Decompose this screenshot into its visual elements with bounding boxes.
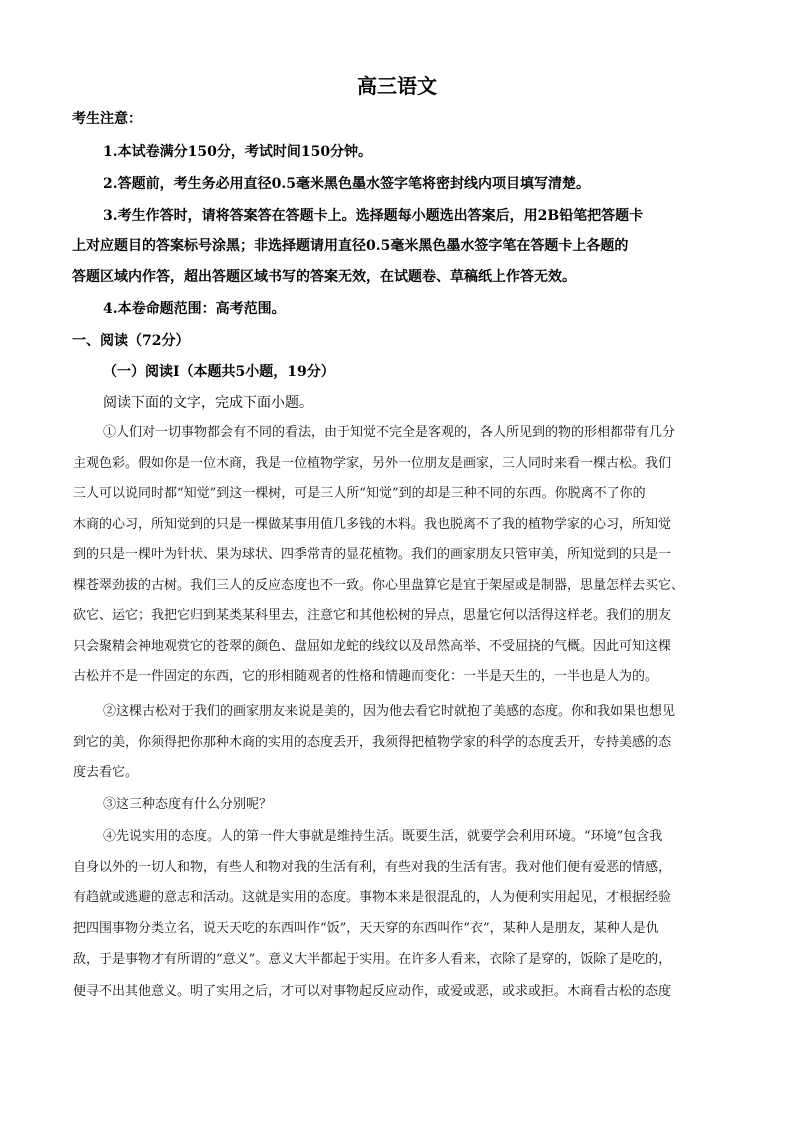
passage-line: 古松并不是一件固定的东西，它的形相随观者的性格和情趣而变化：一半是天生的，一半也是人为的。	[73, 669, 659, 684]
passage-line: 到的只是一棵叶为针状、果为球状、四季常青的显花植物。我们的画家朋友只管审美，所知觉到的只是一	[73, 547, 672, 562]
notice-item-2: 2.答题前，考生务必用直径0.5毫米黑色墨水签字笔将密封线内项目填写清楚。	[103, 176, 590, 192]
passage-line: ②这棵古松对于我们的画家朋友来说是美的，因为他去看它时就抱了美感的态度。你和我如果也想见	[103, 704, 676, 719]
passage-line: 把四围事物分类立名，说天天吃的东西叫作“饭”，天天穿的东西叫作“衣”，某种人是朋友，某种人是仇	[73, 921, 659, 936]
passage-line: 砍它、运它；我把它归到某类某科里去，注意它和其他松树的异点，思量它何以活得这样老。我们的朋友	[73, 608, 672, 623]
passage-line: 棵苍翠劲拔的古树。我们三人的反应态度也不一致。你心里盘算它是宜于架屋或是制器，思量怎样去买它、	[73, 578, 685, 593]
notice-item-3-line-2: 上对应题目的答案标号涂黑；非选择题请用直径0.5毫米黑色墨水签字笔在答题卡上各题的	[72, 238, 629, 254]
passage-line: 三人可以说同时都“知觉”到这一棵树，可是三人所“知觉”到的却是三种不同的东西。你脱离不了你的	[73, 486, 646, 501]
notice-item-3-line-3: 答题区域内作答，超出答题区域书写的答案无效，在试题卷、草稿纸上作答无效。	[72, 269, 576, 285]
passage-line: 度去看它。	[73, 765, 139, 780]
notice-item-4: 4.本卷命题范围：高考范围。	[103, 301, 286, 317]
passage-line: 主观色彩。假如你是一位木商，我是一位植物学家，另外一位朋友是画家，三人同时来看一棵古松。我们	[73, 456, 672, 471]
notice-heading: 考生注意：	[72, 111, 142, 127]
notice-item-1: 1.本试卷满分150分，考试时间150分钟。	[103, 144, 373, 160]
notice-item-3-line-1: 3.考生作答时，请将答案答在答题卡上。选择题每小题选出答案后，用2B铅笔把答题卡	[103, 208, 644, 224]
reading-instruction: 阅读下面的文字，完成下面小题。	[103, 395, 313, 411]
passage-line: 只会聚精会神地观赏它的苍翠的颜色、盘屈如龙蛇的线纹以及昂然高举、不受屈挠的气概。因此可知这棵	[73, 639, 672, 654]
subsection-heading: （一）阅读Ⅰ（本题共5小题，19分）	[103, 364, 335, 380]
passage-line: 便寻不出其他意义。明了实用之后，才可以对事物起反应动作，或爱或恶，或求或拒。木商看古松的态度	[73, 984, 672, 999]
passage-line: 木商的心习，所知觉到的只是一棵做某事用值几多钱的木料。我也脱离不了我的植物学家的心习，所知觉	[73, 517, 672, 532]
passage-line: 自身以外的一切人和物，有些人和物对我的生活有利，有些对我的生活有害。我对他们便有爱恶的情感，	[73, 860, 672, 875]
section-heading: 一、阅读（72分）	[72, 333, 190, 349]
passage-line: ①人们对一切事物都会有不同的看法，由于知觉不完全是客观的，各人所见到的物的形相都带有几分	[103, 425, 676, 440]
passage-line: ④先说实用的态度。人的第一件大事就是维持生活。既要生活，就要学会利用环境。“环境”包含我	[103, 829, 663, 844]
page-title: 高三语文	[357, 74, 437, 98]
passage-line: 有趋就或逃避的意志和活动。这就是实用的态度。事物本来是很混乱的，人为便利实用起见，才根据经验	[73, 890, 672, 905]
passage-line: 敌，于是事物才有所谓的“意义”。意义大半都起于实用。在许多人看来，衣除了是穿的，饭除了是吃的，	[73, 952, 672, 967]
passage-line: ③这三种态度有什么分别呢？	[103, 797, 273, 812]
passage-line: 到它的美，你须得把你那种木商的实用的态度丢开，我须得把植物学家的科学的态度丢开，专持美感的态	[73, 735, 672, 750]
